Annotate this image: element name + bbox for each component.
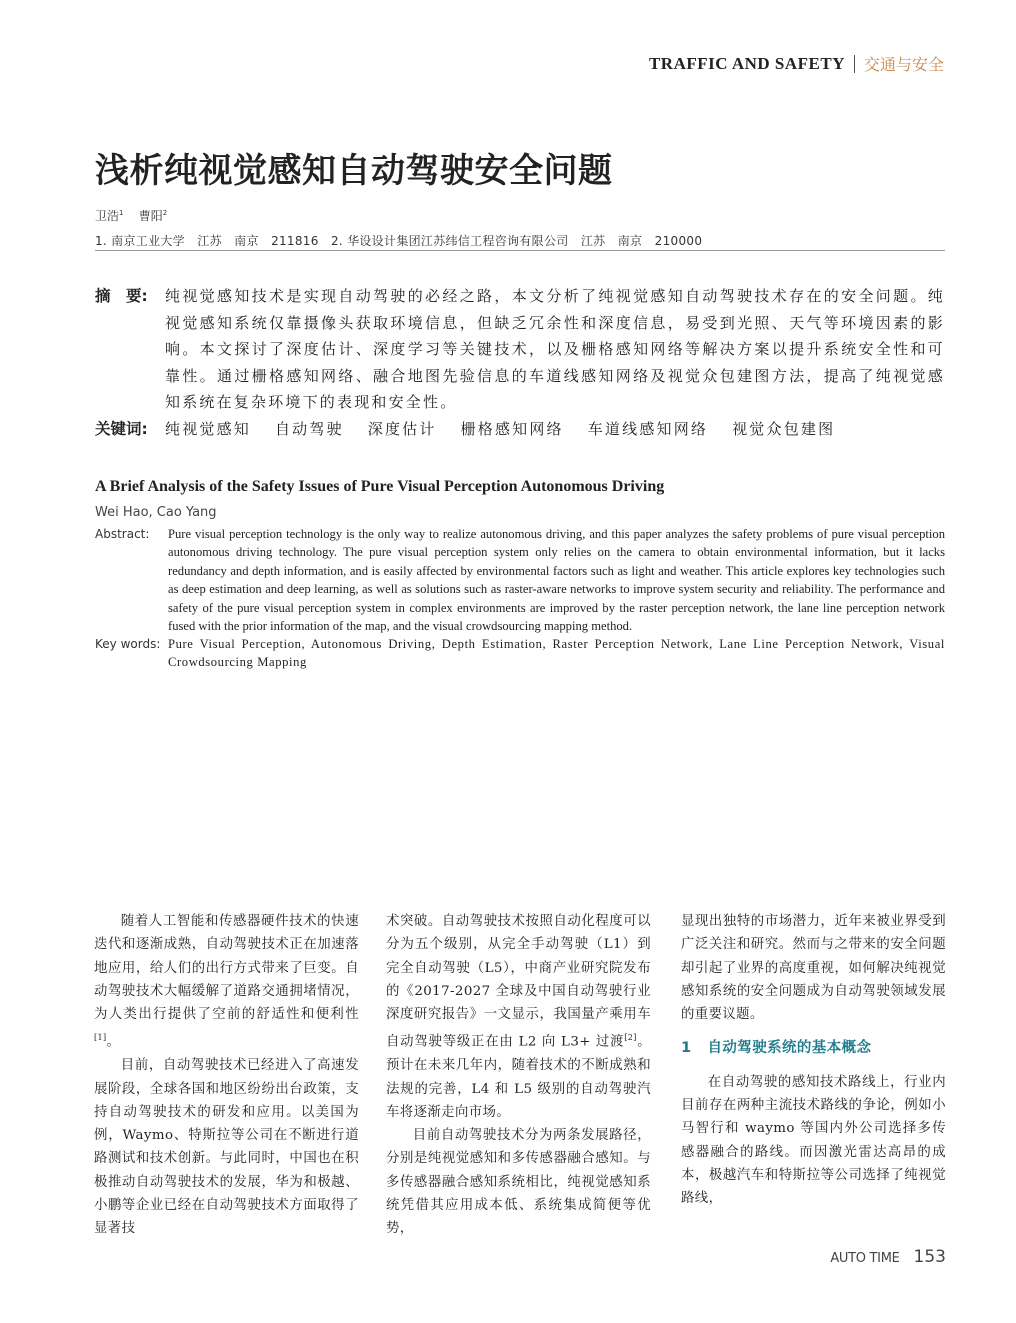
section-title: 自动驾驶系统的基本概念 (707, 1040, 872, 1057)
keywords-en-label: Key words: (95, 637, 161, 651)
citation[interactable]: [1] (94, 1033, 107, 1043)
magazine-name: AUTO TIME (830, 1251, 900, 1266)
abstract-zh-text: 纯视觉感知技术是实现自动驾驶的必经之路，本文分析了纯视觉感知自动驾驶技术存在的安全问题。纯视觉感知系统仅靠摄像头获取环境信息，但缺乏冗余性和深度信息，易受到光照、天气等环境因素的影响。本文探讨了深度估计、深度学习等关键技术，以及栅格感知网络等解决方案以提升系统安全性和可靠性。通过栅格感知网络、融合地图先验信息的车道线感知网络及视觉众包建图方法，提高了纯视觉感知系统在复杂环境下的表现和安全性。 (165, 287, 945, 411)
paragraph: 在自动驾驶的感知技术路线上，行业内目前存在两种主流技术路线的争论，例如小马智行和 waymo 等国内外公司选择多传感器融合的路线。而因激光雷达高昂的成本，极越汽车和特斯拉等公司选择了纯视觉路线， (681, 1074, 946, 1207)
abstract-en (95, 525, 945, 635)
keyword: 栅格感知网络 (460, 420, 564, 438)
keyword: 车道线感知网络 (587, 420, 709, 438)
page-number: 153 (913, 1247, 946, 1267)
header-divider (854, 55, 855, 73)
paper-title: 浅析纯视觉感知自动驾驶安全问题 (95, 151, 613, 191)
section-title-en: TRAFFIC AND SAFETY (648, 53, 845, 73)
body-column-2 (386, 910, 651, 1241)
paragraph: 目前自动驾驶技术分为两条发展路径，分别是纯视觉感知和多传感器融合感知。与多传感器融合感知系统相比，纯视觉感知系统凭借其应用成本低、系统集成简便等优势， (386, 1128, 651, 1237)
paragraph: 显现出独特的市场潜力，近年来被业界受到广泛关注和研究。然而与之带来的安全问题却引起了业界的高度重视，如何解决纯视觉感知系统的安全问题成为自动驾驶领域发展的重要议题。 (681, 914, 946, 1023)
section-number: 1 (681, 1040, 692, 1057)
body-column-1 (94, 910, 359, 1241)
affiliations: 1. 南京工业大学 江苏 南京 211816 2. 华设设计集团江苏纬信工程咨询有限公司 江苏 南京 210000 (95, 234, 703, 248)
divider (95, 250, 945, 251)
keyword: 深度估计 (367, 420, 437, 438)
abstract-en-text: Pure visual perception technology is the only way to realize autonomous driving, and this paper analyzes the safety problems of pure visual perception autonomous driving technology. The pure visual perception system only relies on the camera to obtain environmental information, but it lacks redundancy and depth information, and is easily affected by environmental factors such as light and weather. This article explores key technologies such as deep estimation and deep learning, as well as solutions such as raster-aware networks to improve system security and reliability. The performance and safety of the pure visual perception system in complex environments are improved by the raster perception network, the lane line perception network fused with the prior information of the map, and the visual crowdsourcing mapping method. (168, 527, 945, 634)
abstract-zh-label: 摘 要: (95, 287, 148, 305)
authors-en: Wei Hao, Cao Yang (95, 505, 217, 520)
author-affil-mark: 2 (162, 209, 168, 217)
paragraph-text: 。预计在未来几年内，随着技术的不断成熟和法规的完善，L4 和 L5 级别的自动驾驶汽车将逐渐走向市场。 (386, 1034, 652, 1120)
abstract-en-label: Abstract: (95, 527, 150, 541)
author-affil-mark: 1 (119, 209, 124, 217)
citation[interactable]: [2] (624, 1033, 637, 1043)
keywords-zh (95, 416, 945, 443)
paper-title-en: A Brief Analysis of the Safety Issues of Pure Visual Perception Autonomous Driving (95, 478, 665, 495)
paragraph: 目前，自动驾驶技术已经进入了高速发展阶段，全球各国和地区纷纷出台政策，支持自动驾驶技术的研发和应用。以美国为例，Waymo、特斯拉等公司在不断进行道路测试和技术创新。与此同时，中国也在积极推动自动驾驶技术的发展，华为和极越、小鹏等企业已经在自动驾驶技术方面取得了显著技 (94, 1058, 359, 1237)
keywords-en-text: Pure Visual Perception, Autonomous Driving, Depth Estimation, Raster Perception Network, Lane Line Perception Network, Visual Crowdsourcing Mapping (168, 637, 945, 670)
author-name: 卫浩 (95, 209, 120, 223)
keywords-zh-label: 关键词: (95, 420, 148, 438)
keywords-en (95, 635, 945, 672)
section-title-zh: 交通与安全 (863, 55, 944, 74)
author-name: 曹阳 (138, 209, 163, 223)
keyword: 自动驾驶 (274, 420, 344, 438)
page-footer (830, 1247, 946, 1267)
paragraph-text: 随着人工智能和传感器硬件技术的快速迭代和逐渐成熟，自动驾驶技术正在加速落地应用，给人们的出行方式带来了巨变。自动驾驶技术大幅缓解了道路交通拥堵情况，为人类出行提供了空前的舒适性和便利性 (94, 914, 359, 1023)
body-column-3 (681, 910, 946, 1211)
section-heading (681, 1037, 946, 1060)
paragraph (386, 910, 651, 1124)
paragraph (94, 910, 359, 1054)
abstract-zh (95, 283, 945, 416)
authors (95, 207, 167, 224)
keyword: 视觉众包建图 (732, 420, 836, 438)
running-header (649, 52, 944, 75)
paragraph-text: 术突破。自动驾驶技术按照自动化程度可以分为五个级别，从完全手动驾驶（L1）到完全自动驾驶（L5），中商产业研究院发布的《2017-2027 全球及中国自动驾驶行业深度研究报告》一文显示，我国量产乘用车自动驾驶等级正在由 L2 向 L3+ 过渡 (386, 914, 651, 1050)
paragraph-text: 。 (106, 1034, 121, 1050)
keyword: 纯视觉感知 (165, 420, 252, 438)
